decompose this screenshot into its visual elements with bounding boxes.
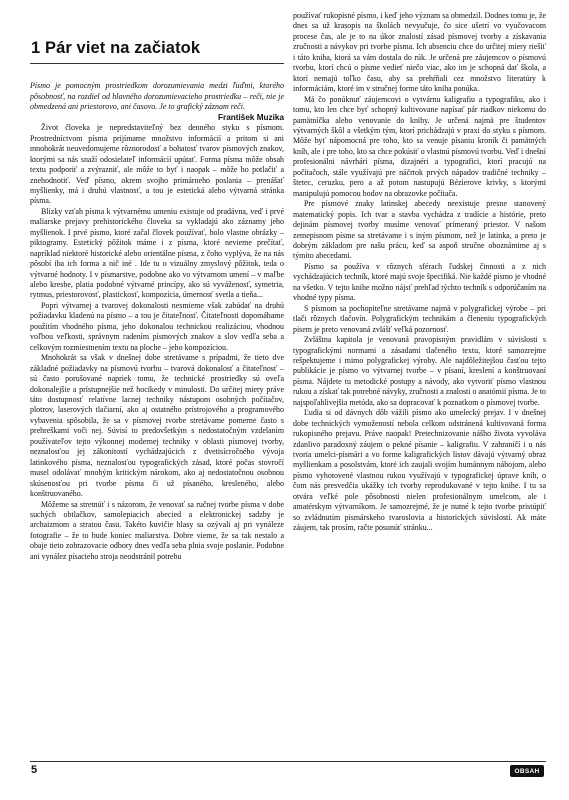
paragraph: Mnohokrát sa však v dnešnej dobe stretávame s prípadmi, že tieto dve základné požiadavky na písmovú tvorbu – tvarová dokonalosť a čitateľnosť – sú často porušované napriek tomu, že technické prostriedky sú oveľa dokonalejšie a prístupnejšie než hocikedy v minulosti. Do určitej miery práve táto dostupnosť relatívne lacnej techniky nástupom osobných počítačov, plotrov, laserových tlačiarní, ako aj ostatného prístrojového a programového vybavenia spôsobila, že sa v písmovej tvorbe stretávame pomerne často s prehreškami voči nej. Súvisí to predovšetkým s nedostatočným vzdelaním používateľov tejto výkonnej modernej techniky v oblasti písmovej tvorby, neznalosťou jej zákonitostí vychádzajúcich z dvetisícročného vývoja latinkového písma, neznalosťou typografických zásad, ktoré počas stovročí musel odolávať mnohým kritickým nárokom, ako aj nedostatočnou osobnou skúsenosťou pri tvorbe písma či už písaného, kresleného, alebo konštruovaného.: [30, 353, 284, 499]
paragraph: používať rukopisné písmo, i keď jeho význam sa obmedzil. Dodnes tomu je, že dnes sa už krasopis na školách nevyučuje, čo sice ušetrí vo vyučovacom procese čas, ale je to na úkor znalostí zásad písmovej tvorby a získavania zručnosti a návykov pri tvorbe písma. Ich absenciu chce do určitej miery riešiť i táto kniha, ktorá sa vám dostala do rúk. Je určená pre záujemcov o písmovú tvorbu, ktorí chcú o písme vedieť niečo viac, ako im je schopná dať škola, a ktorí nemajú toľko času, aby sa prehŕňali cez množstvo literatúry k informáciám, ktoré im v stručnej forme táto kniha ponúka.: [293, 11, 546, 94]
paragraph: Má čo ponúknuť záujemcovi o vytvárnu kaligrafiu a typografiku, ako i tomu, kto len chce byť schopný kultivovane napísať pár riadkov niekomu do pamätníčka alebo venovanie do knihy. Je určená najmä pre študentov výtvarných škôl a všetkým tým, ktorí prichádzajú v praxi do styku s písmom. Môže byť nápomocná pre toho, kto sa venuje písaniu kroník či pamätných kníh, ale i pre toho, kto sa chce pokúsiť o vlastnú písmovú tvorbu. Veď i dnešní profesionálni návrhári písma, dizajnéri a typografici, ktorí pracujú na počítačoch, stále využívajú pre náčrtok prvých nápadov tradičné techniky – štetec, ceruzku, pero a až potom nastupujú Bézierove krivky, s ktorými manipulujú pomocou bodov na obrazovke počítača.: [293, 94, 546, 198]
paragraph: S písmom sa pochopiteľne stretávame najmä v polygrafickej výrobe – pri tlači rôznych tlačovín. Polygrafickým technikám a členeniu typografických písem je preto venovaná zvlášť veľká pozornosť.: [293, 303, 546, 334]
page-number: 5: [31, 764, 38, 776]
paragraph: Písmo sa používa v rôznych sférach ľudskej činnosti a z nich vychádzajúcich techník, ktoré majú svoje špecifiká. Nie každé písmo je vhodné na všetko. V tejto knihe možno nájsť prehľad týchto techník s odporúčaním na vhodné typy písma.: [293, 261, 546, 303]
paragraph: Môžeme sa stretnúť i s názorom, že venovať sa ručnej tvorbe písma v dobe suchých obtlačkov, samolepiacich abecied a elektronickej sadzby je archaizmom a stratou času. Takéto kuvičie hlasy sa ozývali aj pri vynáleze fotografie – že to bude koniec maliarstva. Dobre vieme, že sa tak nestalo a obaje tieto zobrazovacie odbory dnes vedľa seba plnia svoje poslanie. Podobne ani vynález písacieho stroja neodstránil potrebu: [30, 499, 284, 561]
paragraph: Ľudia si od dávnych dôb vážili písmo ako umelecký prejav. I v dnešnej dobe technických vymožeností nebola celkom odstránená kultivovaná forma rukopisného prejavu. Práve naopak! Pretechnizovanie nášho života vyvoláva zdanlivo paradoxný záujem o pekné písanie – kaligrafiu. V zahraničí i u nás tvoria umelci-pismári a vo forme kaligrafických listov dávajú výtvarný obraz myšlienkam a posolstvám, ktoré ich zaujali svojím humánnym nábojom, alebo písmo vyhotovené vlastnou rukou využívajú v typografickej úprave kníh, o čom nás presvedčia ukážky ich tvorby reprodukované v tejto knihe. I tu sa otvára veľké pole pôsobnosti nielen profesionálnym umelcom, ale i amatérskym výtvarníkom. Je samozrejmé, že je nutné k tejto tvorbe pristúpiť so zvládnutím pismárskeho tvaroslovia a historických súvislostí. Ak máte záujem, tak prosím, račte posunúť stránku...: [293, 408, 546, 533]
paragraph: Pre písmové znaky latinskej abecedy neexistuje presne stanovený matematický popis. Ich tvar a stavba vychádza z tradície a histórie, preto dejinám písmovej tvorby musíme venovať primeraný priestor. V našom zemepisnom písme sa stretávame i s iným písmom, než je latinka, a preto je dobrým základom pre našu prácu, keď sa aspoň stručne oboznámime aj s týmito abecedami.: [293, 199, 546, 261]
paragraph: Popri výtvarnej a tvarovej dokonalosti nesmieme však zabúdať na druhú požiadavku kladenú na písmo – a tou je čitateľnosť. Čitateľnosti dopomáhame použitím vhodného písma, jeho dokonalou technickou realizáciou, vhodnou voľbou veľkosti, správnym radením písmových znakov a slov vedľa seba a celkovým rozmiestnením textu na ploche – jeho kompozíciou.: [30, 300, 284, 352]
paragraph: Blízky vzťah písma k výtvarnému umeniu existuje od pradávna, veď i prvé maliarske prejavy prehistorického človeka sa vykladajú ako záznamy jeho myšlienok. I prvé písmo, ktoré začal človek používať, bolo vlastne obrázky – piktogramy. Estetický pôžitok máme i z písma, ktoré nevieme prečítať, napríklad niektoré historické alebo orientálne písma, z čoho vyplýva, že na nás pôsobí iba ich forma a nič iné . Ide tu o vizuálny zmyslový pôžitok, teda o výtvarné hodnoty. I v písmarstve, podobne ako vo výtvarnom umení – v maľbe alebo kresbe, platia podobné výtvarné princípy, ako sú vyváženosť, symetria, rytmus, priestorovosť, plastickosť, kompozícia, úmernosť svetla a tieňa...: [30, 206, 284, 300]
right-column: [293, 11, 546, 534]
paragraph: Život človeka je nepredstaviteľný bez denného styku s písmom. Prostredníctvom písma prijímame množstvo informácií a pritom si ani mnohokrát neuvedomujeme rôznorodosť a bohatosť tvarov písmových znakov, ktorými sa nás snaží odosielateľ informácií upútať. Forma písma môže obsah textu podporiť a zvýrazniť, ale môže to byť i naopak – môže ho potlačiť a znehodnotiť. Veď písmo, okrem svojho primárneho poslania – prenášať myšlienky, má i druhú vlastnosť, a tou je estetická alebo výtvarná stránka písma.: [30, 123, 284, 206]
epigraph-text: Písmo je pomocným prostriedkom dorozumievania medzi ľuďmi, ktorého pôsobnosť, na rozdiel od hlavného dorozumievacieho prostriedku – reči, nie je obmedzená ani priestorovo, ani časovo. Je to grafický záznam reči.: [30, 81, 284, 112]
epigraph-author: František Muzika: [218, 112, 284, 122]
left-column: [30, 81, 284, 562]
table-of-contents-button[interactable]: OBSAH: [510, 765, 544, 777]
footer-divider: [30, 761, 546, 762]
paragraph: Zvláštna kapitola je venovaná pravopisným pravidlám v súvislosti s typografickými normami a zásadami tlačeného textu, ktoré samozrejme rešpektujeme i mimo polygrafickej výroby. Ale najdôležitejšou časťou tejto publikácie je písmo vo výtvarnej tvorbe – v písaní, kreslení a konštruovaní písma. Nájdete tu metodické postupy a návody, ako vytvoriť písmo vlastnou rukou a získať tak potrebné návyky, zručnosti a znalosti o anatómii písma. Je to najspoľahlivejšia metóda, ako sa dopracovať k poznatkom o písmovej tvorbe.: [293, 335, 546, 407]
page-title: 1 Pár viet na začiatok: [31, 39, 201, 57]
title-divider: [30, 63, 284, 64]
